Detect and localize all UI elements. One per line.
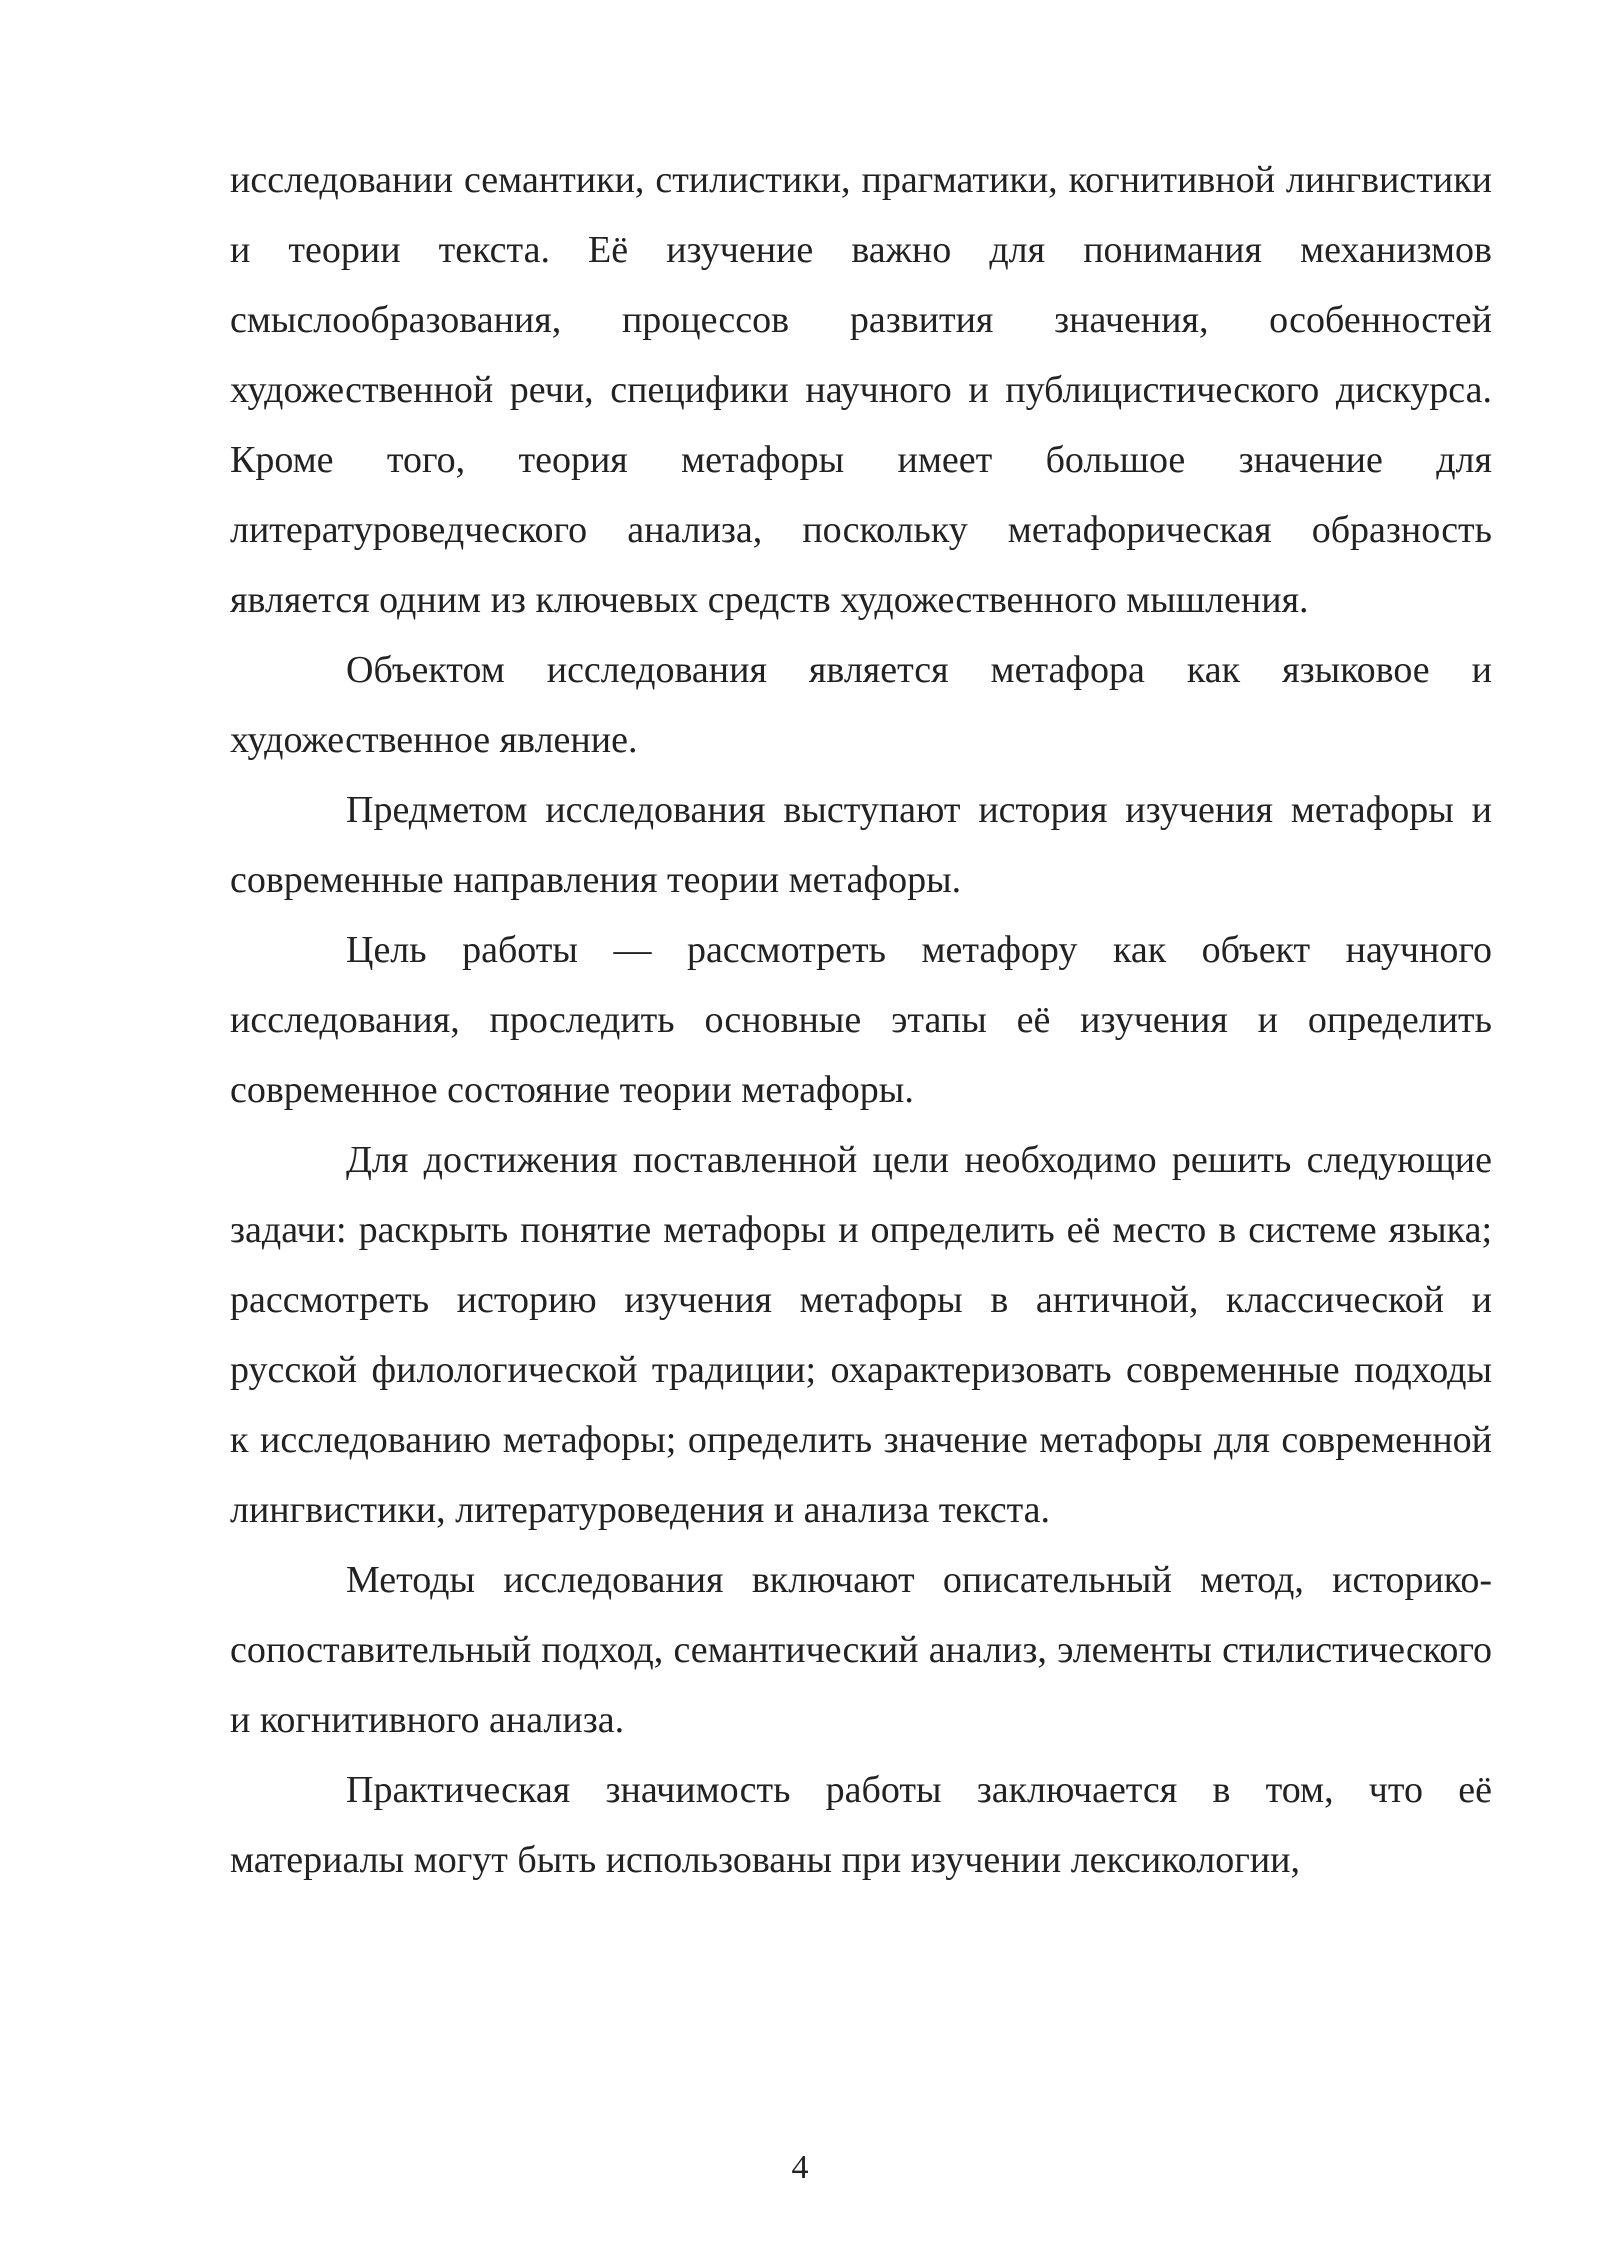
paragraph-continuation: исследовании семантики, стилистики, прагматики, когнитивной лингвистики и теории текста. Её изучение важно для понимания механизмов смыслообразования, процессов развития значения, особенностей художественной речи, специфики научного и публицистического дискурса. Кроме того, теория метафоры имеет большое значение для литературоведческого анализа, поскольку метафорическая образность является одним из ключевых средств художественного мышления. (230, 159, 1492, 621)
paragraph-tasks: Для достижения поставленной цели необходимо решить следующие задачи: раскрыть понятие метафоры и определить её место в системе языка; рассмотреть историю изучения метафоры в античной, классической и русской филологической традиции; охарактеризовать современные подходы к исследованию метафоры; определить значение метафоры для современной лингвистики, литературоведения и анализа текста. (230, 1139, 1492, 1531)
paragraph-methods: Методы исследования включают описательный метод, историко-сопоставительный подход, семантический анализ, элементы стилистического и когнитивного анализа. (230, 1559, 1492, 1741)
body-text (230, 145, 1492, 1895)
page-number: 4 (791, 2149, 809, 2186)
paragraph-subject: Предметом исследования выступают история изучения метафоры и современные направления теории метафоры. (230, 789, 1492, 901)
paragraph-practical-significance: Практическая значимость работы заключается в том, что её материалы могут быть использованы при изучении лексикологии, (230, 1769, 1492, 1881)
paragraph-goal: Цель работы — рассмотреть метафору как объект научного исследования, проследить основные этапы её изучения и определить современное состояние теории метафоры. (230, 929, 1492, 1111)
paragraph-object: Объектом исследования является метафора как языковое и художественное явление. (230, 649, 1492, 761)
